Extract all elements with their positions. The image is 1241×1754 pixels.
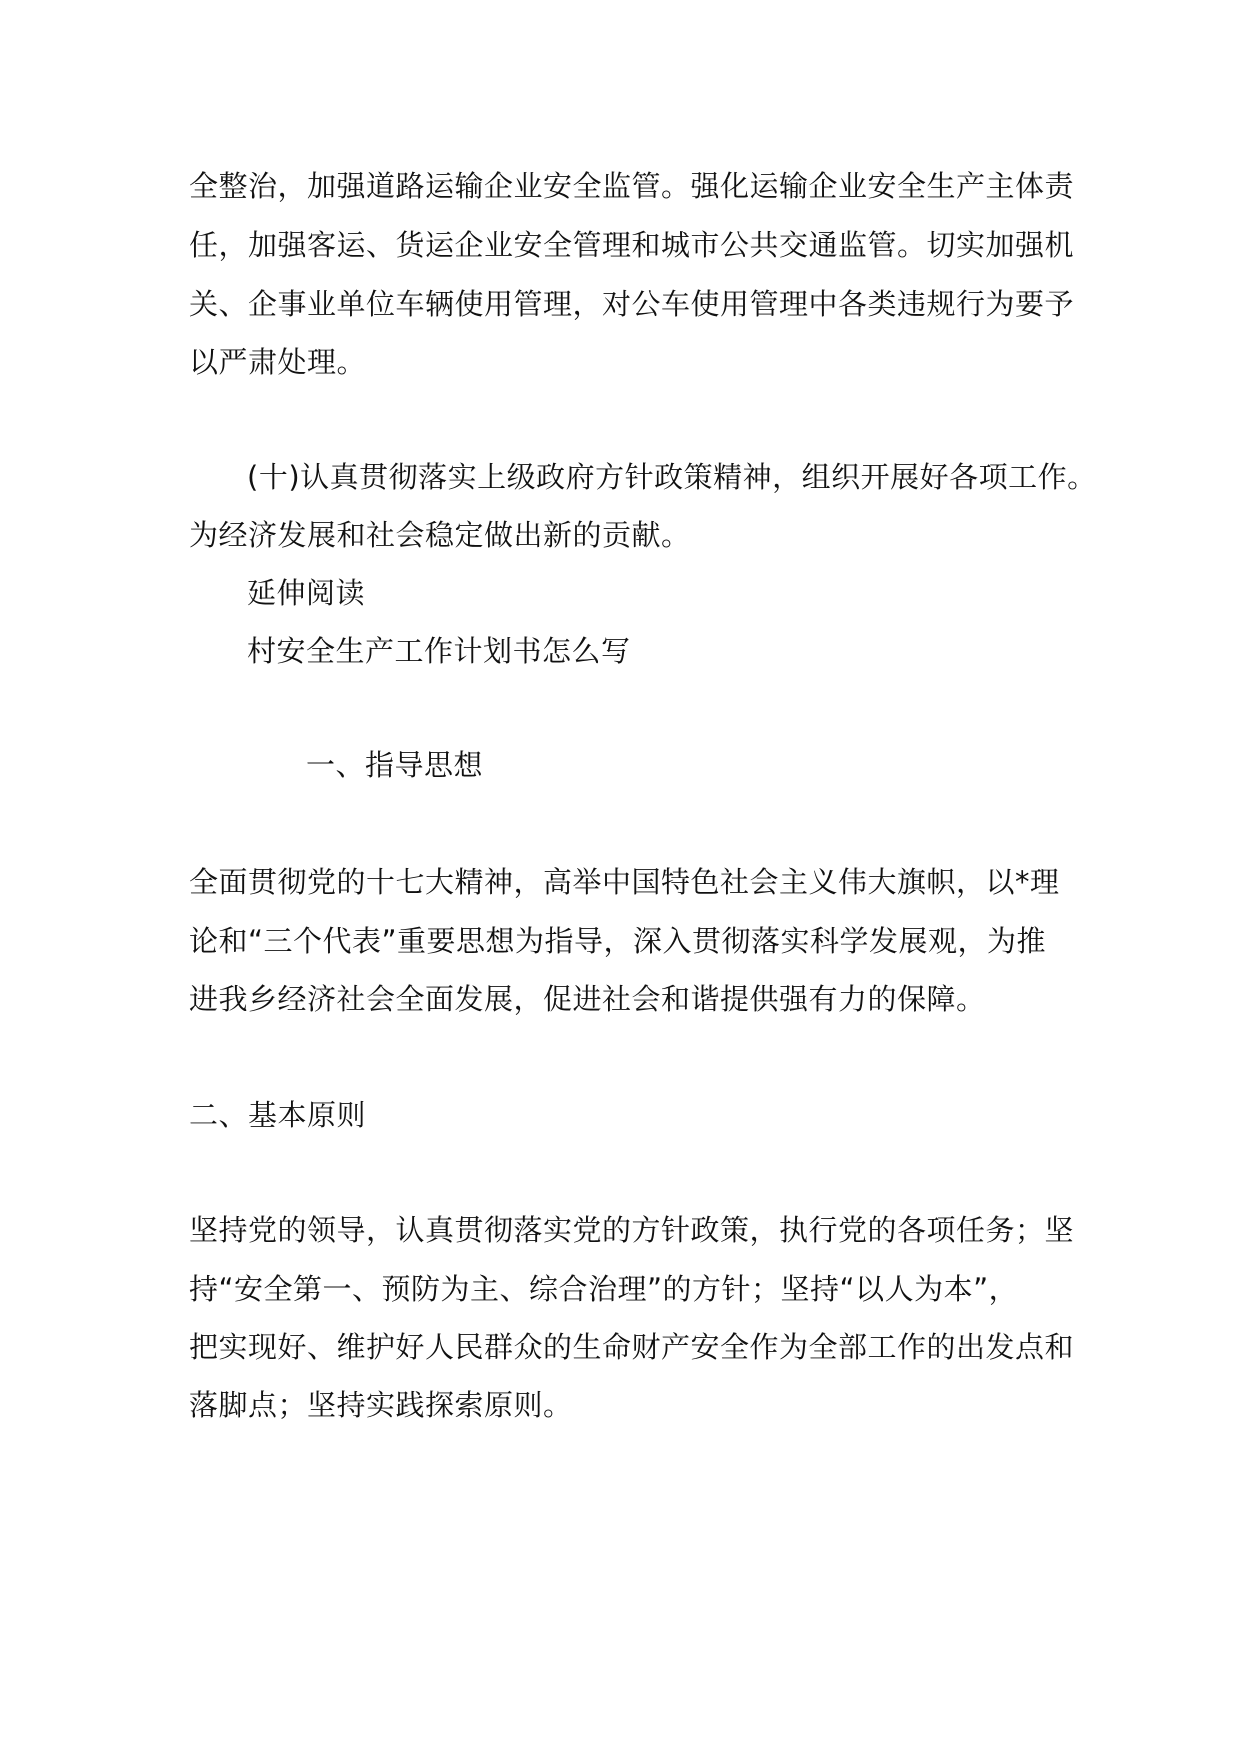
paragraph-line: 落脚点；坚持实践探索原则。 <box>189 1388 573 1422</box>
paragraph-line: (十)认真贯彻落实上级政府方针政策精神，组织开展好各项工作。 <box>247 460 1097 494</box>
paragraph-line: 关、企事业单位车辆使用管理，对公车使用管理中各类违规行为要予 <box>189 287 1075 321</box>
paragraph-line: 进我乡经济社会全面发展，促进社会和谐提供强有力的保障。 <box>189 982 986 1016</box>
extended-reading-label: 延伸阅读 <box>247 576 366 610</box>
paragraph-line: 为经济发展和社会稳定做出新的贡献。 <box>189 518 691 552</box>
paragraph-line: 任，加强客运、货运企业安全管理和城市公共交通监管。切实加强机 <box>189 228 1075 262</box>
paragraph-line: 持“安全第一、预防为主、综合治理”的方针；坚持“以人为本”， <box>189 1272 1019 1306</box>
paragraph-line: 全整治，加强道路运输企业安全监管。强化运输企业安全生产主体责 <box>189 169 1075 203</box>
section-heading: 一、指导思想 <box>306 748 484 782</box>
paragraph-line: 把实现好、维护好人民群众的生命财产安全作为全部工作的出发点和 <box>189 1330 1075 1364</box>
paragraph-line: 坚持党的领导，认真贯彻落实党的方针政策，执行党的各项任务；坚 <box>189 1213 1075 1247</box>
section-heading: 二、基本原则 <box>189 1098 367 1132</box>
paragraph-line: 以严肃处理。 <box>189 345 367 379</box>
extended-reading-title: 村安全生产工作计划书怎么写 <box>247 634 631 668</box>
paragraph-line: 全面贯彻党的十七大精神，高举中国特色社会主义伟大旗帜，以*理 <box>189 865 1060 899</box>
paragraph-line: 论和“三个代表”重要思想为指导，深入贯彻落实科学发展观，为推 <box>189 924 1047 958</box>
